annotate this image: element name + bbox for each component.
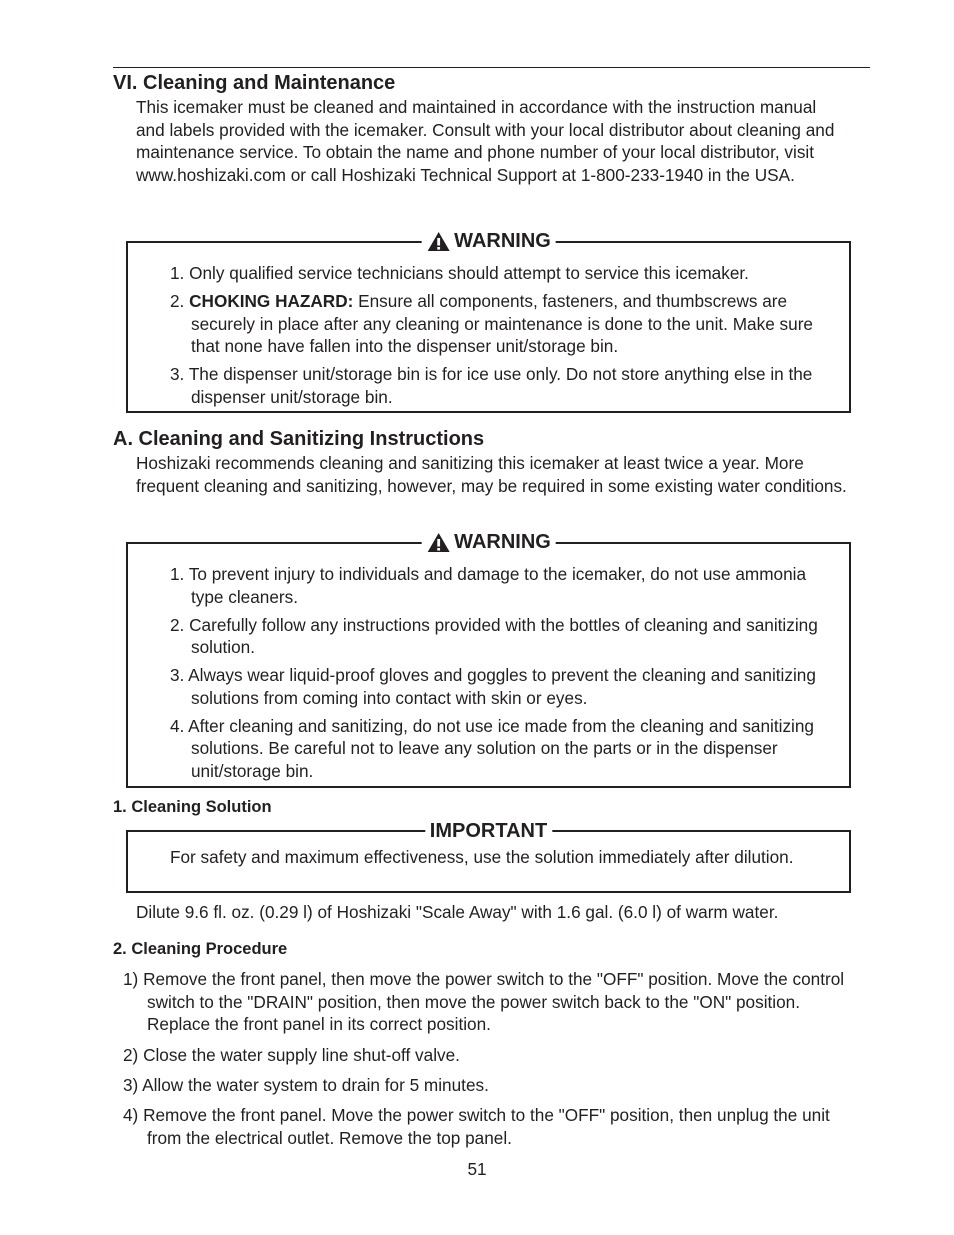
item-number: 2. — [170, 290, 185, 311]
cleaning-procedure-title: 2. Cleaning Procedure — [113, 940, 288, 958]
step-text: Allow the water system to drain for 5 minutes. — [142, 1075, 489, 1096]
choking-hazard-label: CHOKING HAZARD: — [189, 290, 354, 311]
list-item — [123, 968, 863, 1036]
warning-triangle-icon — [426, 231, 450, 252]
item-text: Carefully follow any instructions provided with the bottles of cleaning and sanitizing solution. — [189, 614, 818, 658]
step-text: Remove the front panel, then move the power switch to the "OFF" position. Move the control switch to the "DRAIN" position, then move the power switch back to the "ON" position. Replace the front panel in its correct position. — [143, 969, 845, 1035]
list-item — [170, 290, 821, 358]
step-text: Close the water supply line shut-off valve. — [143, 1045, 460, 1066]
important-box — [126, 820, 851, 893]
list-item — [170, 664, 821, 709]
list-item — [123, 1044, 863, 1067]
list-item — [123, 1074, 863, 1097]
subsection-a-title: A. Cleaning and Sanitizing Instructions — [113, 428, 485, 450]
item-text: Ensure all components, fasteners, and thumbscrews are securely in place after any cleaning or maintenance is done to the unit. Make sure that none have fallen into the dispenser unit/storage bin. — [191, 290, 813, 357]
procedure-steps — [123, 968, 863, 1150]
warning-list-2 — [170, 563, 821, 788]
step-number: 3) — [123, 1075, 139, 1096]
step-number: 1) — [123, 969, 139, 989]
page-number: 51 — [467, 1159, 487, 1179]
warning-label: WARNING — [454, 531, 551, 553]
warning-box-1-title — [421, 227, 556, 255]
cleaning-solution-title: 1. Cleaning Solution — [113, 798, 272, 816]
warning-box-1 — [126, 230, 851, 413]
step-text: Remove the front panel. Move the power switch to the "OFF" position, then unplug the unit from the electrical outlet. Remove the top panel. — [143, 1105, 830, 1149]
item-number: 1. — [170, 564, 185, 584]
section-intro: This icemaker must be cleaned and maintained in accordance with the instruction manual and labels provided with the icemaker. Consult with your local distributor about cleaning and maintenance service. To obtain the name and phone number of your local distributor, visit www.hoshizaki.com or call Hoshizaki Technical Support at 1-800-233-1940 in the USA. — [136, 97, 835, 185]
item-text: Always wear liquid-proof gloves and goggles to prevent the cleaning and sanitizing solutions from coming into contact with skin or eyes. — [188, 665, 816, 708]
warning-box-2-title — [421, 528, 556, 556]
list-item — [170, 363, 821, 408]
item-number: 1. — [170, 263, 185, 283]
warning-box-2 — [126, 531, 851, 788]
list-item — [170, 715, 821, 783]
section-title: VI. Cleaning and Maintenance — [113, 72, 396, 94]
item-text: Only qualified service technicians should attempt to service this icemaker. — [189, 263, 749, 283]
step-number: 2) — [123, 1045, 139, 1066]
item-text: After cleaning and sanitizing, do not use ice made from the cleaning and sanitizing solutions. Be careful not to leave any solution on the parts or in the dispenser unit/storage bin. — [188, 715, 814, 781]
item-number: 4. — [170, 715, 185, 736]
item-number: 2. — [170, 614, 185, 635]
list-item — [123, 1104, 863, 1149]
warning-list-1 — [170, 262, 821, 414]
list-item — [170, 262, 821, 285]
item-number: 3. — [170, 364, 185, 385]
important-text: For safety and maximum effectiveness, use the solution immediately after dilution. — [170, 847, 794, 867]
dilution-instruction: Dilute 9.6 fl. oz. (0.29 l) of Hoshizaki "Scale Away" with 1.6 gal. (6.0 l) of warm water. — [136, 902, 779, 922]
item-number: 3. — [170, 665, 185, 686]
warning-label: WARNING — [454, 230, 551, 252]
item-text: To prevent injury to individuals and damage to the icemaker, do not use ammonia type cleaners. — [188, 564, 807, 607]
list-item — [170, 614, 821, 659]
step-number: 4) — [123, 1105, 139, 1126]
warning-triangle-icon — [426, 532, 450, 553]
header-rule — [113, 67, 870, 68]
subsection-a-intro: Hoshizaki recommends cleaning and sanitizing this icemaker at least twice a year. More frequent cleaning and sanitizing, however, may be required in some existing water conditions. — [136, 453, 847, 496]
important-box-title: IMPORTANT — [425, 817, 552, 845]
list-item — [170, 563, 821, 608]
item-text: The dispenser unit/storage bin is for ice use only. Do not store anything else in the dispenser unit/storage bin. — [188, 364, 813, 407]
